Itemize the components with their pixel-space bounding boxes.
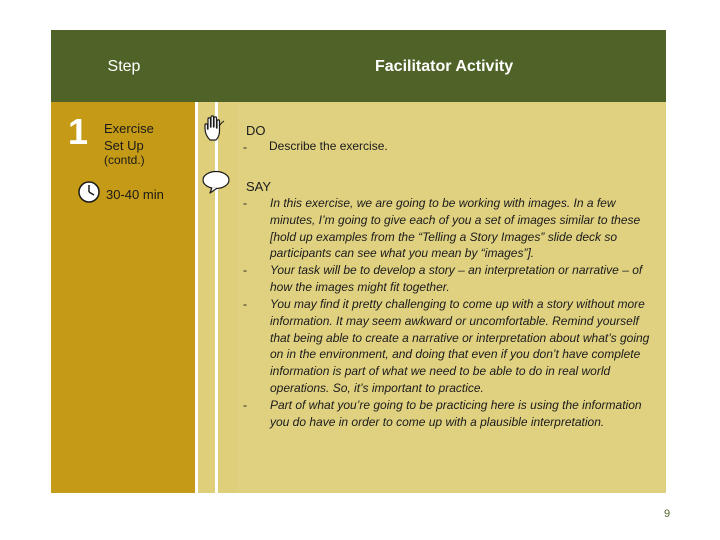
step-contd-note: (contd.) <box>104 153 145 167</box>
step-title-line-2: Set Up <box>104 138 144 153</box>
icon-column <box>198 102 237 493</box>
speech-bubble-icon <box>201 170 231 194</box>
say-bullet: - <box>243 297 247 311</box>
page-number: 9 <box>664 508 671 520</box>
say-bullet: - <box>243 196 247 210</box>
say-item: Your task will be to develop a story – an interpretation or narrative – of how the images might fit together. <box>270 263 643 294</box>
do-item: Describe the exercise. <box>269 139 388 153</box>
step-number: 1 <box>68 111 89 152</box>
step-title <box>104 120 154 154</box>
clock-icon <box>78 181 100 203</box>
say-label: SAY <box>246 179 272 194</box>
do-label: DO <box>246 123 266 138</box>
step-title-line-1: Exercise <box>104 121 154 136</box>
icon-column-divider <box>215 102 218 493</box>
facilitator-activity-heading: Facilitator Activity <box>375 58 514 75</box>
say-item: In this exercise, we are going to be working with images. In a few minutes, I’m going to give each of you a set of images similar to these [hold up examples from the “Telling a Story Images” slide deck so participants can see what you mean by “images”]. <box>270 196 641 261</box>
step-column-heading: Step <box>107 58 141 75</box>
table-header <box>51 30 666 102</box>
say-item: You may find it pretty challenging to come up with a story without more information. It may seem awkward or uncomfortable. Remind yourself that being able to create a narrative or interpretation about what’s going on in the environment, and doing that even if you don’t have complete information is part of what we need to be able to do in real world operations. So, it’s important to practice. <box>270 297 650 395</box>
hand-icon <box>202 114 228 142</box>
activity-column <box>237 102 666 493</box>
step-duration: 30-40 min <box>106 187 164 202</box>
do-bullet: - <box>243 140 247 154</box>
say-item: Part of what you’re going to be practicing here is using the information you do have in order to come up with a plausible interpretation. <box>270 398 642 429</box>
say-bullet: - <box>243 263 247 277</box>
say-bullet: - <box>243 398 247 412</box>
step-column <box>51 102 195 493</box>
